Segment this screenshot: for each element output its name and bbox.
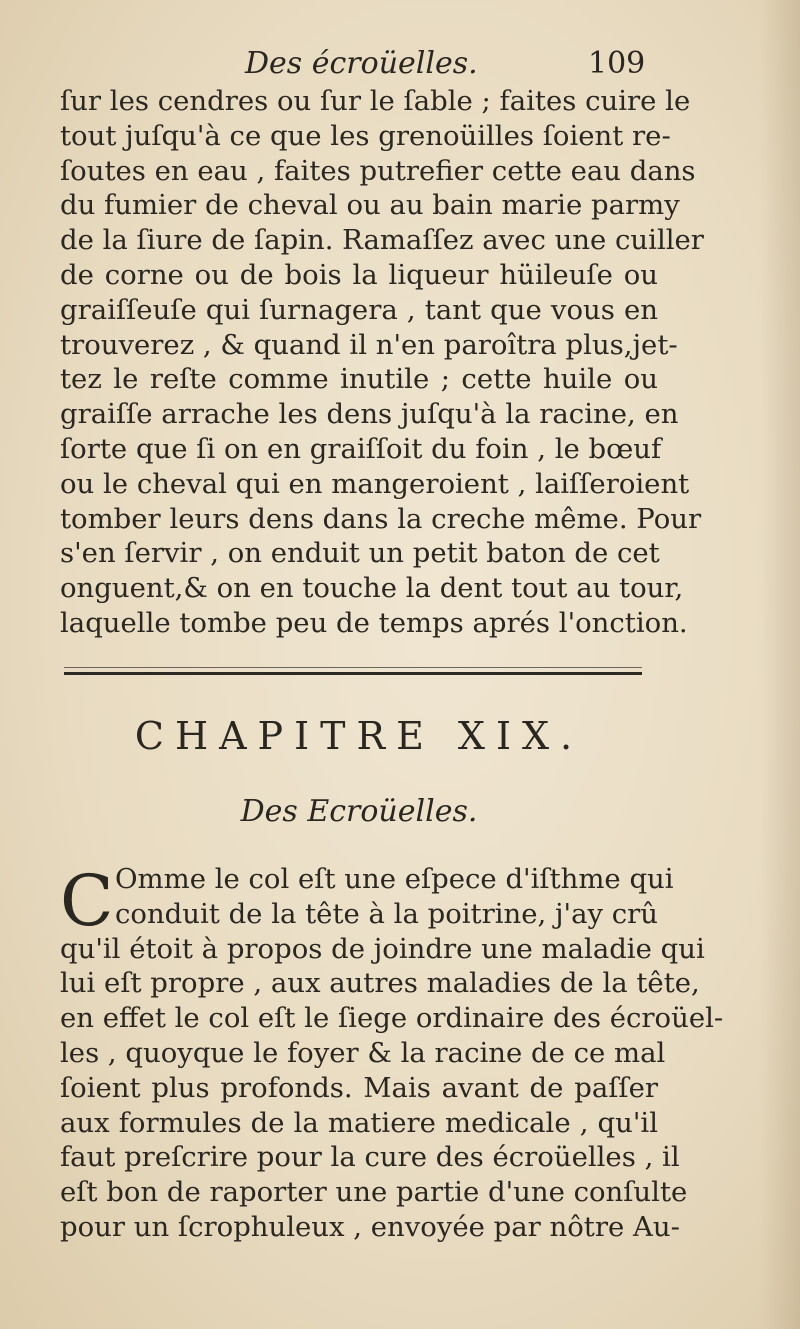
- text-line: pour un ſcrophuleux , envoyée par nôtre Au-: [60, 1210, 680, 1243]
- text-line: de la ſiure de ſapin. Ramaſſez avec une cuiller: [60, 224, 704, 257]
- text-line: ſoutes en eau , faites putrefier cette eau dans: [60, 154, 696, 187]
- bottom-paragraph: [60, 862, 724, 1245]
- text-line: onguent,& on en touche la dent tout au tour,: [60, 572, 684, 605]
- text-line: s'en ſervir , on enduit un petit baton de cet: [60, 537, 660, 570]
- page-header: [60, 38, 660, 88]
- text-line: ſur les cendres ou ſur le ſable ; faites cuire le: [60, 85, 691, 117]
- text-line: aux formules de la matiere medicale , qu'il: [60, 1106, 658, 1139]
- text-line: de corne ou de bois la liqueur hüileuſe ou: [60, 258, 658, 291]
- text-line: qu'il étoit à propos de joindre une maladie qui: [60, 932, 705, 965]
- text-line: ſorte que ſi on en graiſſoit du foin , le bœuf: [60, 432, 662, 465]
- text-line: les , quoyque le foyer & la racine de ce mal: [60, 1036, 666, 1069]
- chapter-subtitle: Des Ecroüelles.: [240, 794, 478, 829]
- chapter-heading: CHAPITRE XIX.: [134, 714, 584, 758]
- text-line: tomber leurs dens dans la creche même. Pour: [60, 502, 702, 535]
- text-line: lui eſt propre , aux autres maladies de la tête,: [60, 967, 700, 1000]
- text-line: ſoient plus profonds. Mais avant de paſſer: [60, 1071, 658, 1104]
- running-title: Des écroüelles.: [245, 46, 478, 81]
- text-line: graiſſeuſe qui ſurnagera , tant que vous en: [60, 293, 658, 326]
- text-line: Omme le col eſt une eſpece d'iſthme qui: [115, 863, 674, 895]
- text-line: eſt bon de raporter une partie d'une conſulte: [60, 1176, 688, 1209]
- text-line: en effet le col eſt le ſiege ordinaire des écroüel-: [60, 1002, 724, 1035]
- text-line: faut preſcrire pour la cure des écroüelles , il: [60, 1141, 680, 1174]
- text-line: laquelle tombe peu de temps aprés l'onction.: [60, 606, 688, 639]
- drop-cap: C: [60, 860, 114, 942]
- text-line: du fumier de cheval ou au bain marie parmy: [60, 189, 680, 222]
- text-line: ou le cheval qui en mangeroient , laiſſeroient: [60, 467, 690, 500]
- page-edge-shade: [760, 0, 800, 1329]
- section-rule-thin: [64, 667, 642, 668]
- section-rule: [64, 672, 642, 675]
- text-line: tez le reſte comme inutile ; cette huile ou: [60, 363, 658, 396]
- top-paragraph: [60, 84, 704, 641]
- text-line: graiſſe arrache les dens juſqu'à la racine, en: [60, 398, 679, 431]
- text-line: tout juſqu'à ce que les grenoüilles ſoient re-: [60, 119, 671, 152]
- text-line: conduit de la tête à la poitrine, j'ay crû: [115, 897, 659, 930]
- page-number: 109: [588, 46, 646, 81]
- text-line: trouverez , & quand il n'en paroîtra plus,jet-: [60, 328, 678, 361]
